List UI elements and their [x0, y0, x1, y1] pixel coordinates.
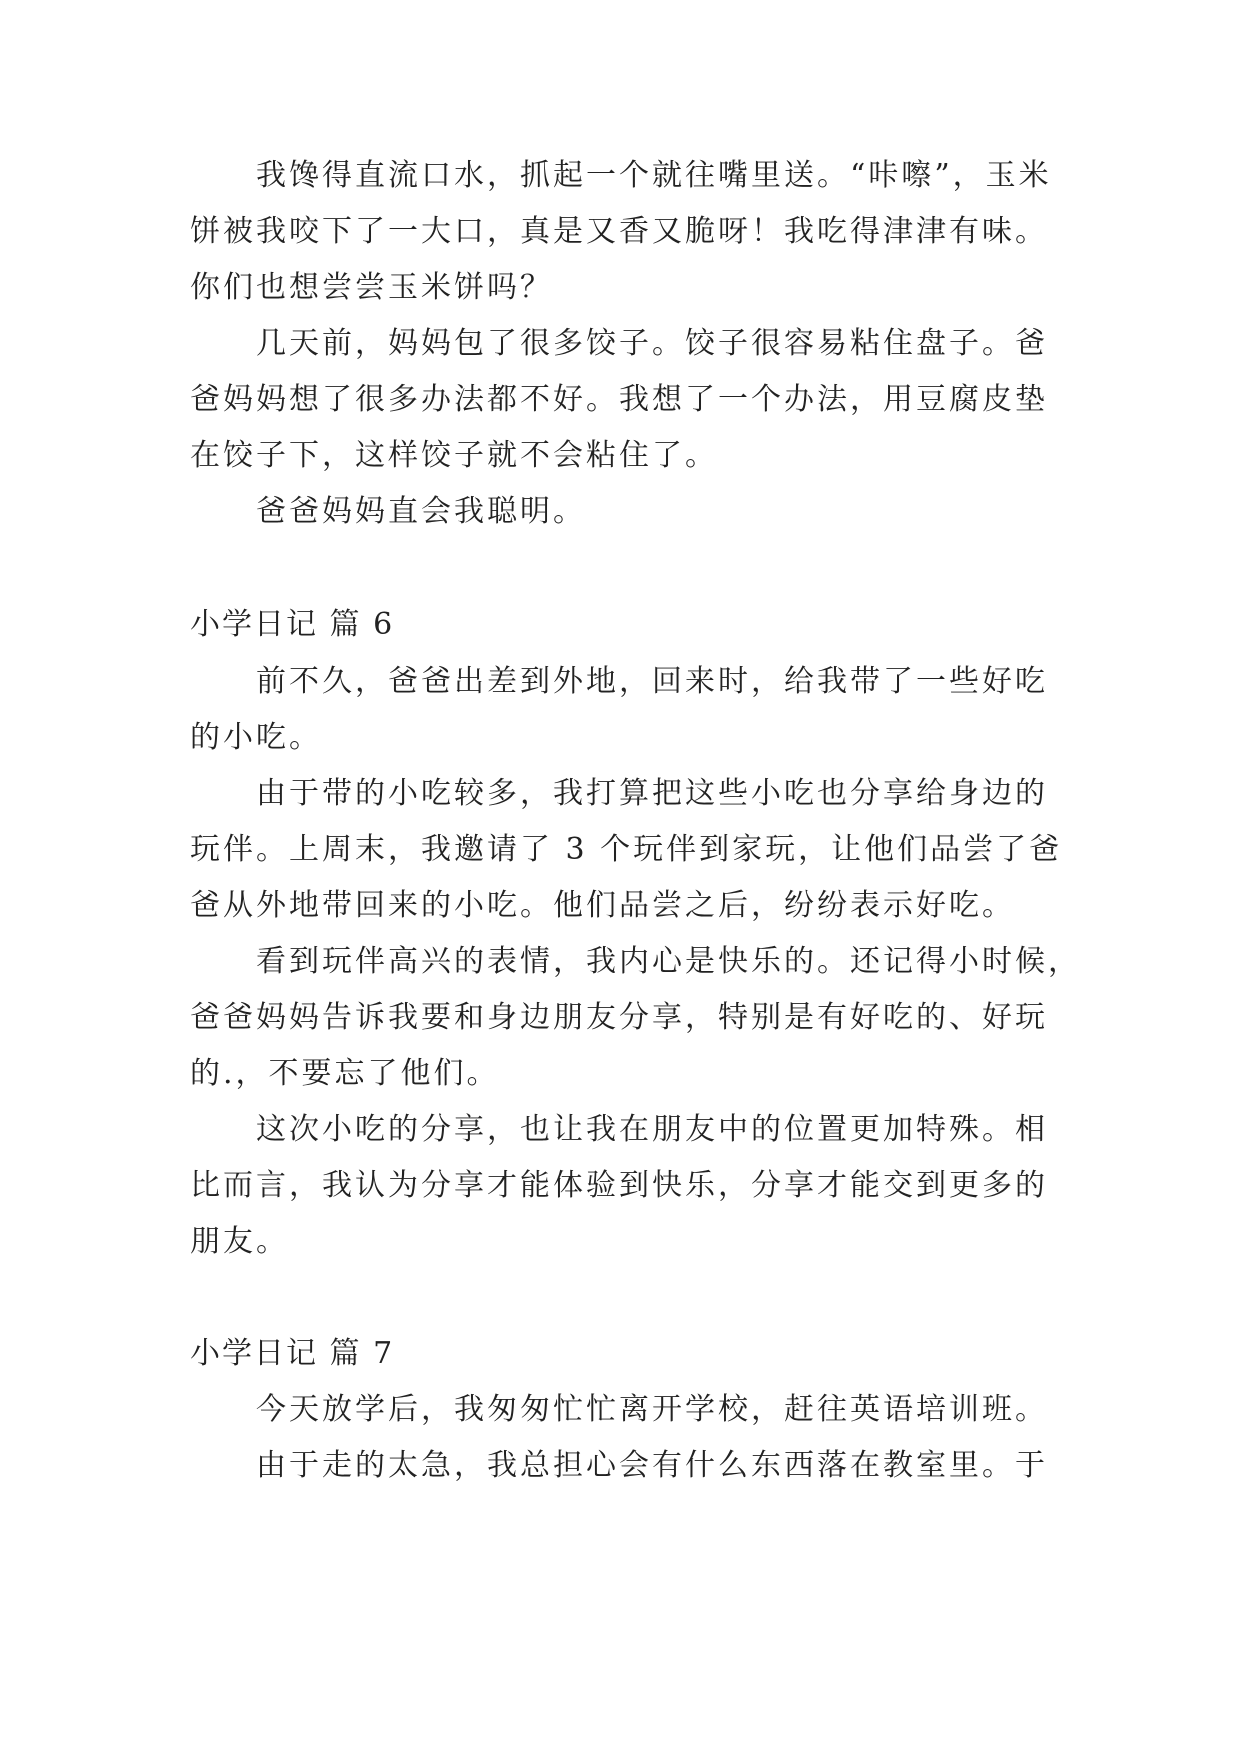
- paragraph-line: 由于带的小吃较多，我打算把这些小吃也分享给身边的: [256, 776, 1048, 811]
- paragraph-line: 几天前，妈妈包了很多饺子。饺子很容易粘住盘子。爸: [256, 326, 1048, 361]
- paragraph-line: 比而言，我认为分享才能体验到快乐，分享才能交到更多的: [190, 1168, 1048, 1203]
- paragraph-line: 我馋得直流口水，抓起一个就往嘴里送。“咔嚓”，玉米: [256, 158, 1052, 193]
- paragraph-line: 由于走的太急，我总担心会有什么东西落在教室里。于: [256, 1448, 1048, 1483]
- paragraph-line: 爸从外地带回来的小吃。他们品尝之后，纷纷表示好吃。: [190, 888, 1015, 923]
- paragraph-line: 饼被我咬下了一大口，真是又香又脆呀！我吃得津津有味。: [190, 214, 1048, 249]
- paragraph-line: 的小吃。: [190, 720, 322, 755]
- paragraph-line: 你们也想尝尝玉米饼吗？: [190, 270, 553, 305]
- paragraph-line: 这次小吃的分享，也让我在朋友中的位置更加特殊。相: [256, 1112, 1048, 1147]
- section-heading: 小学日记 篇 7: [190, 1336, 395, 1371]
- paragraph-line: 爸爸妈妈直会我聪明。: [256, 494, 586, 529]
- paragraph-line: 朋友。: [190, 1224, 289, 1259]
- paragraph-line: 前不久，爸爸出差到外地，回来时，给我带了一些好吃: [256, 664, 1048, 699]
- section-heading: 小学日记 篇 6: [190, 607, 395, 642]
- paragraph-line: 在饺子下，这样饺子就不会粘住了。: [190, 438, 718, 473]
- paragraph-line: 玩伴。上周末，我邀请了 3 个玩伴到家玩，让他们品尝了爸: [190, 832, 1063, 867]
- paragraph-line: 看到玩伴高兴的表情，我内心是快乐的。还记得小时候，: [256, 944, 1081, 979]
- paragraph-line: 爸妈妈想了很多办法都不好。我想了一个办法，用豆腐皮垫: [190, 382, 1048, 417]
- paragraph-line: 爸爸妈妈告诉我要和身边朋友分享，特别是有好吃的、好玩: [190, 1000, 1048, 1035]
- paragraph-line: 的.，不要忘了他们。: [190, 1056, 500, 1091]
- paragraph-line: 今天放学后，我匆匆忙忙离开学校，赶往英语培训班。: [256, 1392, 1048, 1427]
